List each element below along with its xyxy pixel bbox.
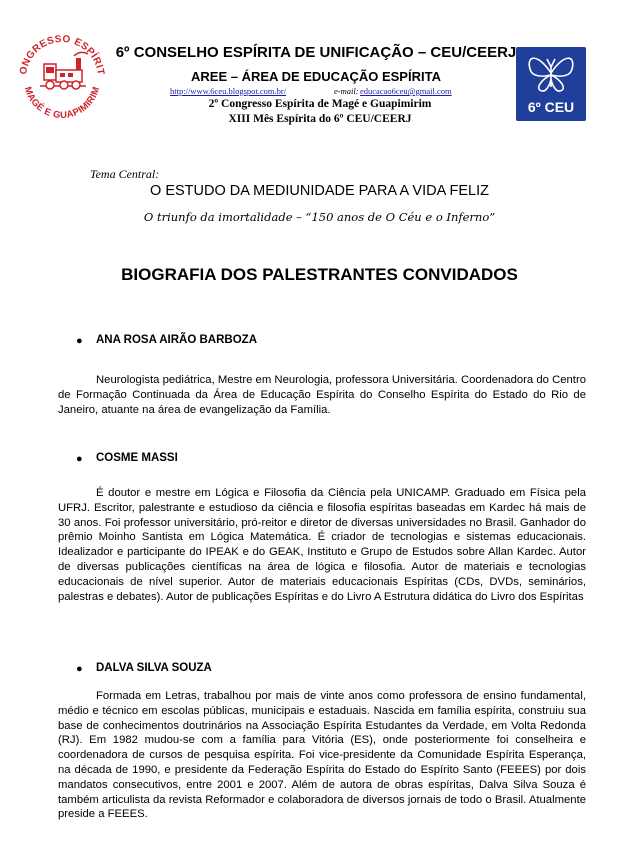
speaker-name: DALVA SILVA SOUZA [96, 662, 212, 674]
logo-left-arc-bottom: MAGÉ E GUAPIMIRIM [21, 85, 103, 122]
bullet-icon: ● [76, 335, 83, 347]
page-title: BIOGRAFIA DOS PALESTRANTES CONVIDADOS [121, 265, 518, 284]
bullet-icon: ● [76, 453, 83, 465]
speaker-bio: Neurologista pediátrica, Mestre em Neurologia, professora Universitária. Coordenadora do Centro de Formação Continuada da Área de Educação Espírita do Conselho Espírita do Estado do Rio de Janeiro, atuante na área de evangelização da Família. [58, 374, 586, 416]
train-icon [40, 52, 88, 89]
congress-seal-graphic [14, 28, 110, 124]
bullet-icon: ● [76, 663, 83, 675]
speaker-name: COSME MASSI [96, 452, 178, 464]
header-title: 6º CONSELHO ESPÍRITA DE UNIFICAÇÃO – CEU/CEERJ [115, 44, 517, 61]
speaker-name: ANA ROSA AIRÃO BARBOZA [96, 334, 257, 346]
month-line: XIII Mês Espírita do 6º CEU/CEERJ [228, 113, 412, 125]
theme-title: O ESTUDO DA MEDIUNIDADE PARA A VIDA FELIZ [150, 183, 489, 199]
congress-line: 2º Congresso Espírita de Magé e Guapimirim [208, 98, 432, 110]
email-link[interactable]: educacao6ceu@gmail.com [360, 86, 452, 96]
logo-left-arc-top: ONGRESSO ESPÍRIT [18, 33, 106, 76]
ceu-logo-text: 6º CEU [527, 99, 575, 115]
speaker-bio: Formada em Letras, trabalhou por mais de vinte anos como professora de ensino fundamental, médio e técnico em escolas públicas, municipais e estaduais. Nascida em família espírita, construiu sua base de conhecimentos doutrinários na Associação Espírita Estudantes da Verdade, em Volta Redonda (RJ). Em 1982 mudou-se com a família para Vitória (ES), onde posteriormente foi conselheira e coordenadora de cursos de pesquisa espírita. Foi vice-presidente da Comunidade Espírita Esperança, na década de 1990, e presidente da Federação Espírita do Estado do Espírito Santo (FEEES) por dois mandatos consecutivos, entre 2001 e 2007. Além de autora de obras espíritas, Dalva Silva Souza é também articulista da revista Reformador e colaboradora de diversos jornais de todo o Brasil. Atualmente preside a FEEES. [58, 690, 586, 821]
header-subtitle: AREE – ÁREA DE EDUCAÇÃO ESPÍRITA [191, 69, 441, 84]
svg-text:CONGRESSO ESPÍRITA [14, 28, 106, 76]
ceu-logo [516, 47, 586, 121]
butterfly-icon [516, 47, 586, 99]
theme-subtitle: O triunfo da imortalidade – “150 anos de O Céu e o Inferno” [143, 210, 496, 224]
congress-logo [14, 28, 110, 124]
blog-link[interactable]: http://www.6ceu.blogspot.com.br/ [170, 86, 287, 96]
email-label: e-mail: [334, 86, 359, 96]
svg-text:MAGÉ E GUAPIMIRIM [22, 85, 103, 121]
speaker-bio: É doutor e mestre em Lógica e Filosofia da Ciência pela UNICAMP. Graduado em Física pela UFRJ. Escritor, palestrante e estudioso da ciência e filosofia espíritas baseadas em Kardec há mais de 30 anos. Foi professor universitário, pró-reitor e diretor de diversas universidades no Brasil. Ganhador do prêmio Moinho Santista em Lógica Matemática. É criador de tecnologias e sistemas educacionais. Idealizador e participante do IPEAK e do GEAK, Instituto e Grupo de Estudos sobre Allan Kardec. Autor de diversas publicações científicas na área de lógica e filosofia. Autor de materiais e tecnologias educacionais de nível superior. Autor de materiais educacionais Espíritas (CDs, DVDs, seminários, palestras e debates). Autor de publicações Espíritas e do Livro A Estrutura didática do Livro dos Espíritas [58, 487, 586, 603]
theme-label: Tema Central: [90, 167, 160, 181]
